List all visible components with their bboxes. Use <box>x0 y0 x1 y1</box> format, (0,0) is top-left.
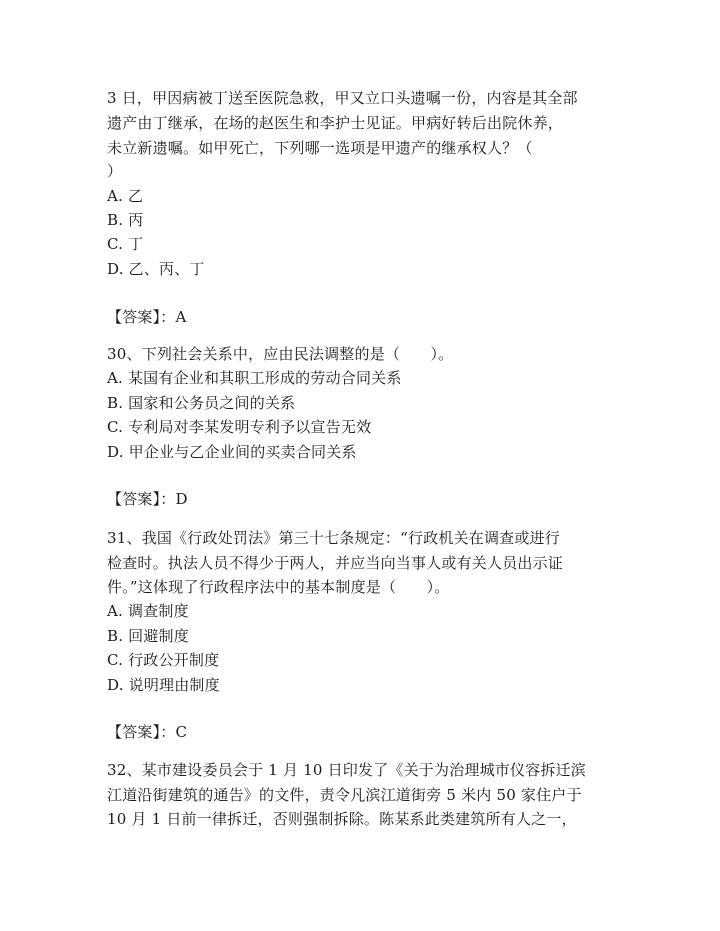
q32-stem-line-1: 32、某市建设委员会于 1 月 10 日印发了《关于为治理城市仪容拆迁滨 <box>107 761 586 779</box>
q31-stem-line-1: 31、我国《行政处罚法》第三十七条规定：“行政机关在调查或进行 <box>107 529 560 547</box>
q31-stem-line-2: 检查时。执法人员不得少于两人，并应当向当事人或有关人员出示证 <box>107 554 564 572</box>
q29-stem-line-3: 未立新遗嘱。如甲死亡，下列哪一选项是甲遗产的继承权人？（ <box>107 139 533 157</box>
q30-answer: 【答案】：D <box>107 490 188 508</box>
q31-stem-line-3: 件。”这体现了行政程序法中的基本制度是（ ）。 <box>107 578 450 596</box>
q29-stem-line-1: 3 日，甲因病被丁送至医院急救，甲又立口头遗嘱一份，内容是其全部 <box>107 89 578 107</box>
q30-option-c: C. 专利局对李某发明专利予以宣告无效 <box>107 418 372 436</box>
q30-option-d: D. 甲企业与乙企业间的买卖合同关系 <box>107 443 357 461</box>
q31-option-c: C. 行政公开制度 <box>107 651 220 669</box>
q29-option-c: C. 丁 <box>107 235 144 253</box>
q29-option-a: A. 乙 <box>107 187 144 205</box>
q32-stem-line-2: 江道沿街建筑的通告》的文件，责令凡滨江道街旁 5 米内 50 家住户于 <box>107 786 582 804</box>
q30-stem: 30、下列社会关系中，应由民法调整的是（ ）。 <box>107 345 454 363</box>
q32-stem-line-3: 10 月 1 日前一律拆迁，否则强制拆除。陈某系此类建筑所有人之一， <box>107 810 577 828</box>
q31-answer: 【答案】：C <box>107 723 188 741</box>
q31-option-d: D. 说明理由制度 <box>107 676 220 694</box>
q29-stem-line-4: ） <box>107 162 123 180</box>
q31-option-a: A. 调查制度 <box>107 602 189 620</box>
q29-stem-line-2: 遗产由丁继承，在场的赵医生和李护士见证。甲病好转后出院休养， <box>107 114 564 132</box>
q29-option-b: B. 丙 <box>107 211 144 229</box>
q29-answer: 【答案】：A <box>107 308 187 326</box>
q29-option-d: D. 乙、丙、丁 <box>107 260 205 278</box>
q30-option-a: A. 某国有企业和其职工形成的劳动合同关系 <box>107 369 402 387</box>
q30-option-b: B. 国家和公务员之间的关系 <box>107 394 296 412</box>
q31-option-b: B. 回避制度 <box>107 627 189 645</box>
